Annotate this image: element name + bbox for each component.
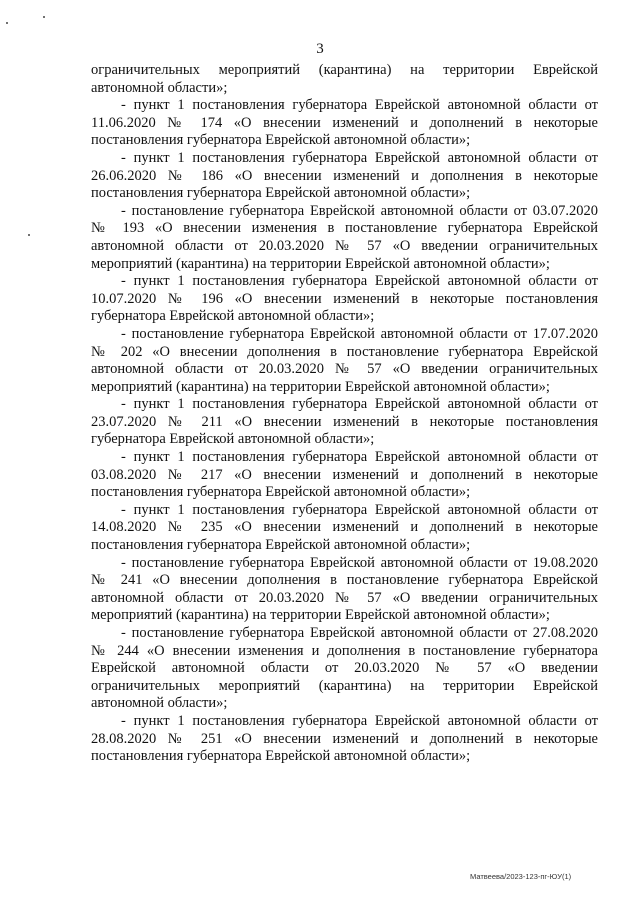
document-body [91,62,598,766]
list-item: - пункт 1 постановления губернатора Еврейской автономной области от 14.08.2020 № 235 «О внесении изменений и дополнений в некоторые постановления губернатора Еврейской автономной области»; [91,501,598,554]
scan-speck [43,16,45,18]
document-footer-code: Матвеева/2023-123-пг-ЮУ(1) [470,872,572,881]
page-number: 3 [316,41,324,57]
list-item: - пункт 1 постановления губернатора Еврейской автономной области от 11.06.2020 № 174 «О внесении изменений и дополнений в некоторые постановления губернатора Еврейской автономной области»; [91,97,598,149]
paragraph-continuation: ограничительных мероприятий (карантина) на территории Еврейской автономной области»; [91,62,598,96]
list-item: - постановление губернатора Еврейской автономной области от 03.07.2020 № 193 «О внесении изменения в постановление губернатора Еврейской автономной области от 20.03.2020 № 57 «О введении ограничительных мероприятий (карантина) на территории Еврейской автономной области»; [91,202,598,272]
list-item: - постановление губернатора Еврейской автономной области от 17.07.2020 № 202 «О внесении дополнения в постановление губернатора Еврейской автономной области от 20.03.2020 № 57 «О введении ограничительных мероприятий (карантина) на территории Еврейской автономной области»; [91,325,598,395]
list-item: - пункт 1 постановления губернатора Еврейской автономной области от 03.08.2020 № 217 «О внесении изменений и дополнений в некоторые постановления губернатора Еврейской автономной области»; [91,449,598,501]
list-item: - пункт 1 постановления губернатора Еврейской автономной области от 10.07.2020 № 196 «О внесении изменений в некоторые постановления губернатора Еврейской автономной области»; [91,273,598,325]
list-item: - пункт 1 постановления губернатора Еврейской автономной области от 26.06.2020 № 186 «О внесении изменений и дополнения в некоторые постановления губернатора Еврейской автономной области»; [91,149,598,202]
list-item: - пункт 1 постановления губернатора Еврейской автономной области от 28.08.2020 № 251 «О внесении изменений и дополнений в некоторые постановления губернатора Еврейской автономной области»; [91,712,598,765]
list-item: - постановление губернатора Еврейской автономной области от 27.08.2020 № 244 «О внесении изменения и дополнения в постановление губернатора Еврейской автономной области от 20.03.2020 № 57 «О введении ограничительных мероприятий (карантина) на территории Еврейской автономной области»; [91,625,598,712]
scan-speck [28,234,30,236]
list-item: - пункт 1 постановления губернатора Еврейской автономной области от 23.07.2020 № 211 «О внесении изменений в некоторые постановления губернатора Еврейской автономной области»; [91,396,598,448]
list-item: - постановление губернатора Еврейской автономной области от 19.08.2020 № 241 «О внесении дополнения в постановление губернатора Еврейской автономной области от 20.03.2020 № 57 «О введении ограничительных мероприятий (карантина) на территории Еврейской автономной области»; [91,554,598,624]
scan-speck [6,22,8,24]
